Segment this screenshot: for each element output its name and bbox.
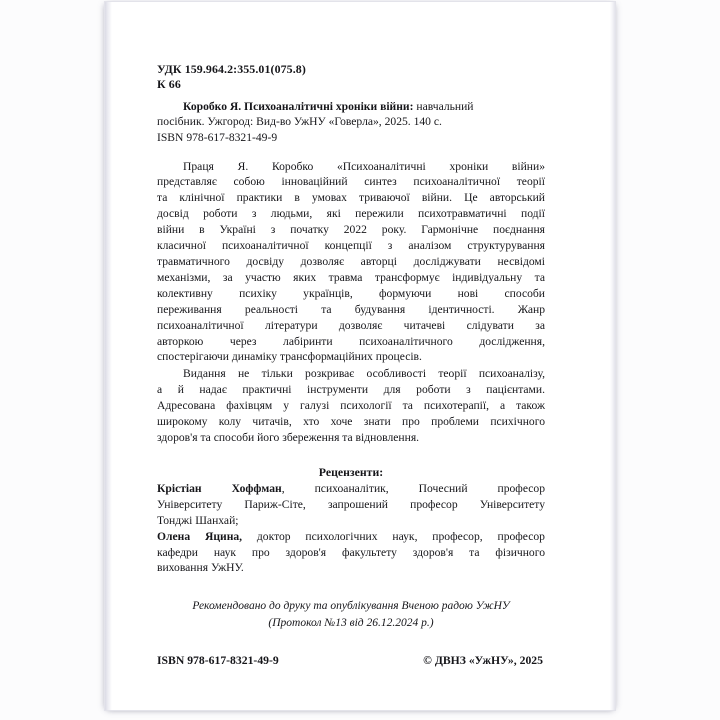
- annotation-p1-line: Праця Я. Коробко «Психоаналітичні хроніки війни»: [183, 159, 545, 173]
- annotation-p2-line: широкому колу читачів, хто хоче знати про проблеми психічного: [157, 415, 545, 429]
- annotation-p1-line: механізми, за участю яких травма трансформує індивідуальну та: [157, 270, 545, 284]
- reviewer-1-name: Крістіан Хоффман: [157, 481, 282, 495]
- udc-code: УДК 159.964.2:355.01(075.8): [157, 62, 306, 76]
- footer-copyright: © ДВНЗ «УжНУ», 2025: [423, 654, 543, 668]
- annotation-paragraph-2: [157, 366, 545, 446]
- annotation-p1-line: переживання реальності та будування ідентичності. Жанр: [157, 302, 545, 316]
- reviewer-2-name: Олена Яцина,: [157, 529, 243, 543]
- approval-line-1: Рекомендовано до друку та опублікування Вченою радою УжНУ: [192, 600, 510, 613]
- page-sheet: [105, 2, 615, 710]
- approval-line-2: (Протокол №13 від 26.12.2024 р.): [268, 616, 434, 629]
- reviewer-2-role: доктор психологічних наук, професор, професор: [242, 529, 545, 543]
- annotation-p1-line: досвід роботи з людьми, які пережили психотравматичні події: [157, 207, 545, 221]
- reviewer-entry-2: [157, 529, 545, 577]
- reviewer-1-line-3: Тонджі Шанхай;: [157, 513, 239, 527]
- annotation-p2-line: здоров'я та способи його збереження та відновлення.: [157, 430, 420, 444]
- imprint-author-title: Коробко Я. Психоаналітичні хроніки війни:: [183, 99, 414, 113]
- page-content: [157, 62, 545, 669]
- reviewer-entry-1: [157, 481, 545, 529]
- imprint-block: [157, 99, 545, 146]
- imprint-isbn: ISBN 978-617-8321-49-9: [157, 131, 278, 144]
- imprint-subtitle-rest: навчальний: [413, 99, 474, 113]
- annotation-p2-line: а й надає практичні інструменти для роботи з пацієнтами.: [157, 383, 545, 397]
- reviewers-heading: Рецензенти:: [318, 464, 384, 479]
- catalog-block: [157, 62, 545, 93]
- annotation-p1-line: представляє собою інноваційний синтез психоаналітичної теорії: [157, 175, 545, 189]
- reviewer-2-line-2: кафедри наук про здоров'я факультету здоров'я та фізичного: [157, 545, 545, 559]
- annotation-p1-line: колективну психіку українців, формуючи нові способи: [157, 286, 545, 300]
- reviewer-1-role: , психоаналітик, Почесний професор: [281, 481, 545, 495]
- cutter-code: К 66: [157, 77, 181, 92]
- page-gutter-shadow-right: [610, 2, 615, 710]
- annotation-p2-line: Адресована фахівцям у галузі психології та психотерапії, а також: [157, 399, 545, 413]
- page-gutter-shadow-left: [105, 2, 112, 710]
- imprint-publisher-line: посібник. Ужгород: Вид-во УжНУ «Говерла», 2025. 140 с.: [157, 115, 442, 129]
- reviewer-2-line-3: виховання УжНУ.: [157, 561, 244, 575]
- annotation-p1-line: психоаналітичної літератури дозволяє читачеві слідувати за: [157, 318, 545, 332]
- annotation-paragraph-1: [157, 159, 545, 366]
- page-footer: [157, 653, 545, 669]
- annotation-p2-line: Видання не тільки розкриває особливості теорії психоаналізу,: [183, 367, 545, 381]
- annotation-p1-line: авторкою через лабіринти психоаналітичного дослідження,: [157, 334, 545, 348]
- footer-isbn: ISBN 978-617-8321-49-9: [157, 654, 279, 668]
- annotation-p1-line: спостерігаючи динаміку трансформаційних процесів.: [157, 350, 422, 364]
- reviewer-2-line-1: [157, 529, 545, 545]
- annotation-p1-line: війни в Україні з початку 2022 року. Гармонічне поєднання: [157, 223, 545, 237]
- annotation-p1-line: травматичного досвіду дозволяє авторці досліджувати несвідомі: [157, 254, 545, 268]
- annotation-p1-line: класичної психоаналітичної концепції з аналізом структурування: [157, 239, 545, 253]
- approval-note: [157, 598, 545, 631]
- reviewer-1-line-1: [157, 481, 545, 497]
- reviewer-1-line-2: Університету Париж-Сіте, запрошений професор Університету: [157, 497, 545, 511]
- annotation-p1-line: та клінічної практики в умовах триваючої війни. Це авторський: [157, 191, 545, 205]
